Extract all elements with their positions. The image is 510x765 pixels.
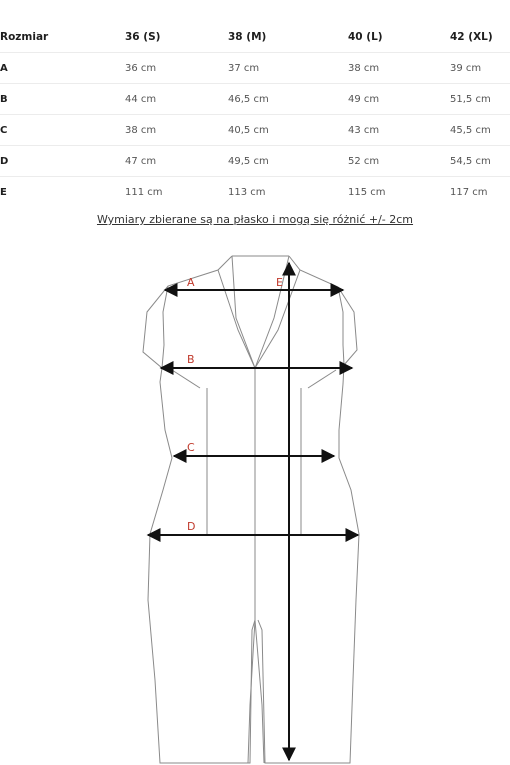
table-row <box>0 115 510 146</box>
table-cell: 113 cm <box>228 177 348 208</box>
table-cell: 44 cm <box>125 84 228 115</box>
table-row <box>0 84 510 115</box>
table-cell: 38 cm <box>348 53 450 84</box>
header-cell: 36 (S) <box>125 31 161 43</box>
table-cell: 49,5 cm <box>228 146 348 177</box>
header-cell: 38 (M) <box>228 31 267 43</box>
table-cell: 43 cm <box>348 115 450 146</box>
label-e: E <box>276 276 283 289</box>
table-row <box>0 177 510 208</box>
dress-measurement-diagram <box>0 240 510 765</box>
measurement-note: Wymiary zbierane są na płasko i mogą się różnić +/- 2cm <box>96 213 414 226</box>
row-label: B <box>0 84 125 115</box>
measurement-arrows <box>148 263 358 760</box>
table-cell: 52 cm <box>348 146 450 177</box>
table-cell: 49 cm <box>348 84 450 115</box>
size-table <box>0 22 510 207</box>
table-cell: 39 cm <box>450 53 510 84</box>
table-cell: 117 cm <box>450 177 510 208</box>
header-cell: 40 (L) <box>348 31 383 43</box>
table-row <box>0 146 510 177</box>
table-cell: 40,5 cm <box>228 115 348 146</box>
label-b: B <box>187 353 195 366</box>
dress-outline <box>143 256 359 763</box>
row-label: A <box>0 53 125 84</box>
table-cell: 47 cm <box>125 146 228 177</box>
table-cell: 54,5 cm <box>450 146 510 177</box>
table-cell: 45,5 cm <box>450 115 510 146</box>
header-cell: Rozmiar <box>0 31 49 43</box>
table-cell: 111 cm <box>125 177 228 208</box>
table-row <box>0 53 510 84</box>
table-cell: 38 cm <box>125 115 228 146</box>
table-cell: 37 cm <box>228 53 348 84</box>
header-cell: 42 (XL) <box>450 31 493 43</box>
row-label: C <box>0 115 125 146</box>
label-d: D <box>187 520 196 533</box>
row-label: E <box>0 177 125 208</box>
table-cell: 115 cm <box>348 177 450 208</box>
label-c: C <box>187 441 195 454</box>
measurement-labels <box>187 276 283 533</box>
row-label: D <box>0 146 125 177</box>
table-header-row <box>0 22 510 53</box>
label-a: A <box>187 276 195 289</box>
table-cell: 36 cm <box>125 53 228 84</box>
table-cell: 46,5 cm <box>228 84 348 115</box>
table-cell: 51,5 cm <box>450 84 510 115</box>
